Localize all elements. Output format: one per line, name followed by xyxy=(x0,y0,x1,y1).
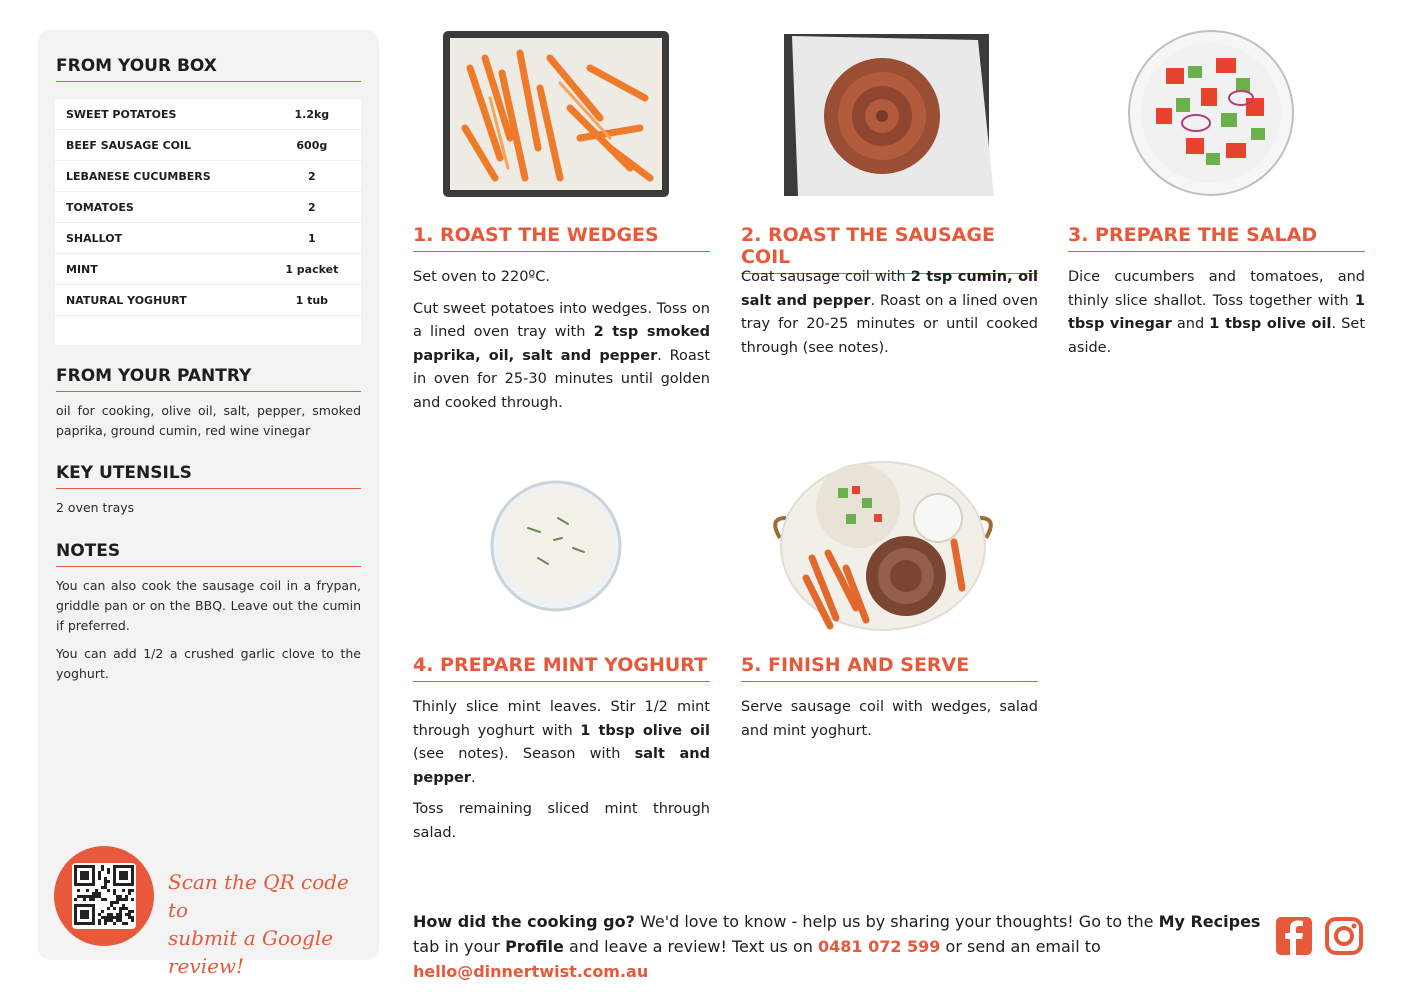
qr-caption-line: Scan the QR code to xyxy=(168,870,349,922)
qr-caption-line: submit a Google review! xyxy=(168,926,334,978)
qr-code-icon xyxy=(72,863,136,929)
step-5-body xyxy=(741,696,1038,751)
ingredient-name: SHALLOT xyxy=(66,231,123,245)
step-2-body xyxy=(741,266,1038,368)
table-row xyxy=(55,254,361,285)
step-paragraph xyxy=(413,266,710,290)
step-emphasis: 1 tbsp vinegar xyxy=(1068,292,1365,332)
pantry-text: oil for cooking, olive oil, salt, pepper, smoked paprika, ground cumin, red wine vinegar xyxy=(56,403,361,438)
utensils-text: 2 oven trays xyxy=(56,500,135,515)
plated-dish-photo-icon xyxy=(766,458,1000,632)
notes-text xyxy=(56,576,361,692)
step-text: . Roast on a lined oven tray for 20-25 minutes or until cooked through (see notes). xyxy=(741,292,1038,356)
step-paragraph xyxy=(741,696,1038,743)
utensils-title: KEY UTENSILS xyxy=(56,463,361,489)
box-ingredients-table xyxy=(55,99,361,345)
step-4-title: 4. PREPARE MINT YOGHURT xyxy=(413,654,710,682)
ingredient-name: MINT xyxy=(66,262,98,276)
ingredient-qty: 1 xyxy=(308,231,316,245)
step-emphasis: 2 tsp cumin, oil salt and pepper xyxy=(741,269,1038,309)
salad-bowl-photo-icon xyxy=(1126,28,1296,198)
step-emphasis: 2 tsp smoked paprika, oil, salt and pepper xyxy=(413,324,711,364)
step-text: . Roast in oven for 25-30 minutes until golden and cooked through. xyxy=(413,347,710,411)
step-paragraph xyxy=(413,696,710,790)
roasted-wedges-tray-photo-icon xyxy=(440,28,672,200)
ingredient-qty: 600g xyxy=(296,138,328,152)
sausage-coil-photo-icon xyxy=(778,28,1000,200)
step-text: Coat sausage coil with xyxy=(741,269,911,285)
ingredient-name: BEEF SAUSAGE COIL xyxy=(66,138,192,152)
step-text: (see notes). Season with xyxy=(413,746,635,762)
step-4-body xyxy=(413,696,710,853)
step-text: . Set aside. xyxy=(1068,316,1366,356)
step-5-title: 5. FINISH AND SERVE xyxy=(741,654,1038,682)
step-emphasis: salt and pepper xyxy=(413,746,710,786)
note-paragraph: You can add 1/2 a crushed garlic clove to the yoghurt. xyxy=(56,646,361,681)
step-emphasis: 1 tbsp olive oil xyxy=(580,722,710,739)
table-row xyxy=(55,192,361,223)
ingredient-qty: 2 xyxy=(308,200,316,214)
step-paragraph xyxy=(741,266,1038,360)
mint-yoghurt-bowl-photo-icon xyxy=(488,478,624,614)
ingredient-qty: 2 xyxy=(308,169,316,183)
step-text: Thinly slice mint leaves. Stir 1/2 mint through yoghurt with xyxy=(413,699,710,739)
ingredient-name: NATURAL YOGHURT xyxy=(66,293,187,307)
step-text: Cut sweet potatoes into wedges. Toss on a lined oven tray with xyxy=(413,300,710,340)
step-3-body xyxy=(1068,266,1365,368)
step-emphasis: 1 tbsp olive oil xyxy=(1209,316,1332,332)
step-text: and xyxy=(1171,316,1210,332)
ingredient-qty: 1 packet xyxy=(285,262,339,276)
email-link[interactable]: hello@dinnertwist.com.au xyxy=(413,962,649,981)
ingredient-name: SWEET POTATOES xyxy=(66,107,177,121)
table-row xyxy=(55,285,361,316)
step-1-title: 1. ROAST THE WEDGES xyxy=(413,224,710,252)
phone-link[interactable]: 0481 072 599 xyxy=(817,937,941,956)
step-text: Toss remaining sliced mint through salad. xyxy=(413,801,710,841)
ingredient-qty: 1 tub xyxy=(295,293,329,307)
step-paragraph xyxy=(413,798,710,845)
ingredient-qty: 1.2kg xyxy=(294,107,330,121)
notes-title: NOTES xyxy=(56,541,361,567)
feedback-text-part: or send an email to xyxy=(940,937,1101,956)
step-3-title: 3. PREPARE THE SALAD xyxy=(1068,224,1365,252)
instagram-icon[interactable] xyxy=(1325,917,1363,955)
table-row xyxy=(55,99,361,130)
ingredient-name: TOMATOES xyxy=(66,200,134,214)
table-row xyxy=(55,223,361,254)
pantry-title: FROM YOUR PANTRY xyxy=(56,366,361,392)
feedback-question: How did the cooking go? xyxy=(413,912,635,931)
facebook-icon[interactable] xyxy=(1276,917,1312,955)
box-title: FROM YOUR BOX xyxy=(56,56,361,82)
step-text: Dice cucumbers and tomatoes, and thinly slice shallot. Toss together with xyxy=(1068,269,1365,309)
step-text: . xyxy=(470,769,476,786)
note-paragraph: You can also cook the sausage coil in a frypan, griddle pan or on the BBQ. Leave out the cumin if preferred. xyxy=(56,578,361,633)
feedback-text-part: and leave a review! Text us on xyxy=(563,937,818,956)
step-text: Serve sausage coil with wedges, salad and mint yoghurt. xyxy=(741,699,1038,739)
my-recipes-label: My Recipes xyxy=(1158,912,1261,931)
qr-code[interactable] xyxy=(54,846,154,946)
step-paragraph xyxy=(413,298,710,416)
ingredient-name: LEBANESE CUCUMBERS xyxy=(66,169,211,183)
step-paragraph xyxy=(1068,266,1365,360)
sidebar xyxy=(38,30,379,978)
step-2-title: 2. ROAST THE SAUSAGE COIL xyxy=(741,224,1038,274)
feedback-text xyxy=(413,909,1263,984)
step-text: Set oven to 220ºC. xyxy=(413,269,550,285)
step-1-body xyxy=(413,266,710,423)
feedback-text-part: We'd love to know - help us by sharing your thoughts! Go to the xyxy=(634,912,1159,931)
table-row xyxy=(55,130,361,161)
table-row xyxy=(55,161,361,192)
qr-caption xyxy=(168,868,368,980)
profile-label: Profile xyxy=(505,937,564,956)
feedback-text-part: tab in your xyxy=(413,937,506,956)
